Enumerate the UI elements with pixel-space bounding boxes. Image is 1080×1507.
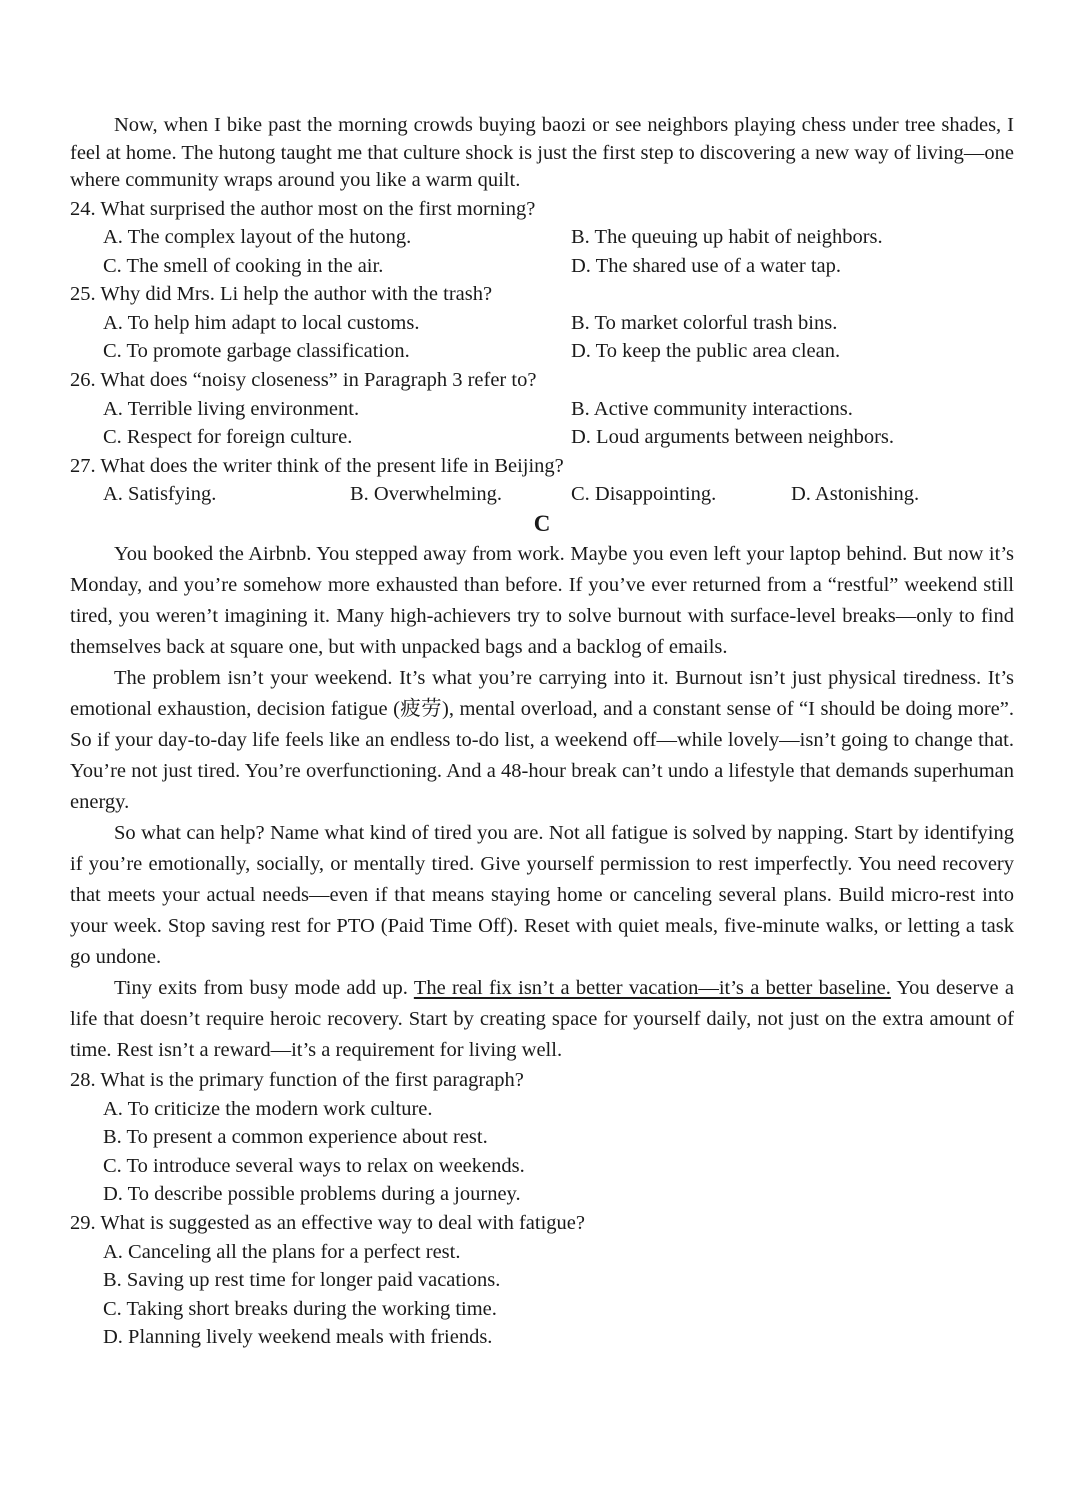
paragraph-text: Tiny exits from busy mode add up. bbox=[114, 977, 414, 1000]
option-b: B. Active community interactions. bbox=[571, 397, 853, 420]
question-stem: 29. What is suggested as an effective way to deal with fatigue? bbox=[70, 1212, 585, 1234]
question-stem: 25. Why did Mrs. Li help the author with the trash? bbox=[70, 283, 493, 306]
question-stem: 27. What does the writer think of the present life in Beijing? bbox=[70, 454, 564, 477]
exam-page bbox=[70, 112, 1014, 1352]
question-stem: 28. What is the primary function of the first paragraph? bbox=[70, 1069, 524, 1092]
passage-c-paragraph-4 bbox=[70, 973, 1014, 1066]
options bbox=[70, 395, 1014, 452]
option-c: C. To promote garbage classification. bbox=[103, 340, 410, 363]
question-28 bbox=[70, 1066, 1014, 1209]
section-heading: C bbox=[533, 511, 551, 537]
question-stem: 24. What surprised the author most on the first morning? bbox=[70, 197, 536, 220]
option-d: D. The shared use of a water tap. bbox=[571, 254, 842, 277]
option-a: A. Satisfying. bbox=[103, 483, 217, 506]
option-a: A. To criticize the modern work culture. bbox=[103, 1097, 433, 1120]
passage-c-paragraph-2: The problem isn’t your weekend. It’s what you’re carrying into it. Burnout isn’t just physical tiredness. It’s emotional exhaustion, decision fatigue (疲劳), mental overload, and a constant sense of “I should be doing more”. So if your day-to-day life feels like an endless to-do list, a weekend off—while lovely—isn’t going to change that. You’re not just tired. You’re overfunctioning. And a 48-hour break can’t undo a lifestyle that demands superhuman energy. bbox=[70, 667, 1014, 814]
question-29 bbox=[70, 1209, 1014, 1352]
option-b: B. The queuing up habit of neighbors. bbox=[571, 226, 883, 249]
options bbox=[70, 1095, 1014, 1209]
option-c: C. Disappointing. bbox=[571, 483, 717, 506]
option-c: C. To introduce several ways to relax on weekends. bbox=[103, 1154, 525, 1177]
underlined-sentence: The real fix isn’t a better vacation—it’s a better baseline. bbox=[413, 977, 891, 1000]
option-b: B. Saving up rest time for longer paid vacations. bbox=[103, 1269, 501, 1292]
question-27 bbox=[70, 452, 1014, 509]
passage-c-paragraph-3: So what can help? Name what kind of tired you are. Not all fatigue is solved by napping. Start by identifying if you’re emotionally, socially, or mentally tired. Give yourself permission to rest imperfectly. You need recovery that meets your actual needs—even if that means staying home or canceling several plans. Build micro-rest into your week. Stop saving rest for PTO (Paid Time Off). Reset with quiet meals, five-minute walks, or letting a task go undone. bbox=[70, 822, 1014, 969]
passage-c-paragraph-1: You booked the Airbnb. You stepped away from work. Maybe you even left your laptop behind. But now it’s Monday, and you’re somehow more exhausted than before. If you’ve ever returned from a “restful” weekend still tired, you weren’t imagining it. Many high-achievers try to solve burnout with surface-level breaks—only to find themselves back at square one, but with unpacked bags and a backlog of emails. bbox=[70, 543, 1014, 659]
options bbox=[70, 1238, 1014, 1352]
option-a: A. Terrible living environment. bbox=[103, 397, 360, 420]
options bbox=[70, 480, 1014, 509]
option-d: D. Planning lively weekend meals with friends. bbox=[103, 1326, 493, 1349]
option-c: C. The smell of cooking in the air. bbox=[103, 254, 384, 277]
option-a: A. To help him adapt to local customs. bbox=[103, 311, 420, 334]
paragraph-text: You deserve a life that doesn’t require heroic recovery. Start by creating space for yourself daily, not just on the extra amount of time. Rest isn’t a reward—it’s a requirement for living well. bbox=[70, 977, 1014, 1062]
question-24 bbox=[70, 195, 1014, 281]
option-a: A. The complex layout of the hutong. bbox=[103, 226, 412, 249]
question-stem: 26. What does “noisy closeness” in Paragraph 3 refer to? bbox=[70, 369, 537, 392]
passage-b-closing-paragraph: Now, when I bike past the morning crowds buying baozi or see neighbors playing chess under tree shades, I feel at home. The hutong taught me that culture shock is just the first step to discovering a new way of living—one where community wraps around you like a warm quilt. bbox=[70, 114, 1014, 191]
option-d: D. To keep the public area clean. bbox=[571, 340, 841, 363]
option-d: D. Loud arguments between neighbors. bbox=[571, 426, 894, 449]
options bbox=[70, 223, 1014, 280]
option-b: B. To market colorful trash bins. bbox=[571, 311, 838, 334]
question-26 bbox=[70, 366, 1014, 452]
question-25 bbox=[70, 280, 1014, 366]
option-a: A. Canceling all the plans for a perfect rest. bbox=[103, 1240, 461, 1263]
option-d: D. To describe possible problems during a journey. bbox=[103, 1183, 521, 1206]
option-b: B. Overwhelming. bbox=[350, 483, 503, 506]
option-c: C. Taking short breaks during the working time. bbox=[103, 1297, 497, 1320]
option-c: C. Respect for foreign culture. bbox=[103, 426, 353, 449]
option-b: B. To present a common experience about rest. bbox=[103, 1126, 488, 1149]
option-d: D. Astonishing. bbox=[791, 483, 920, 506]
options bbox=[70, 309, 1014, 366]
